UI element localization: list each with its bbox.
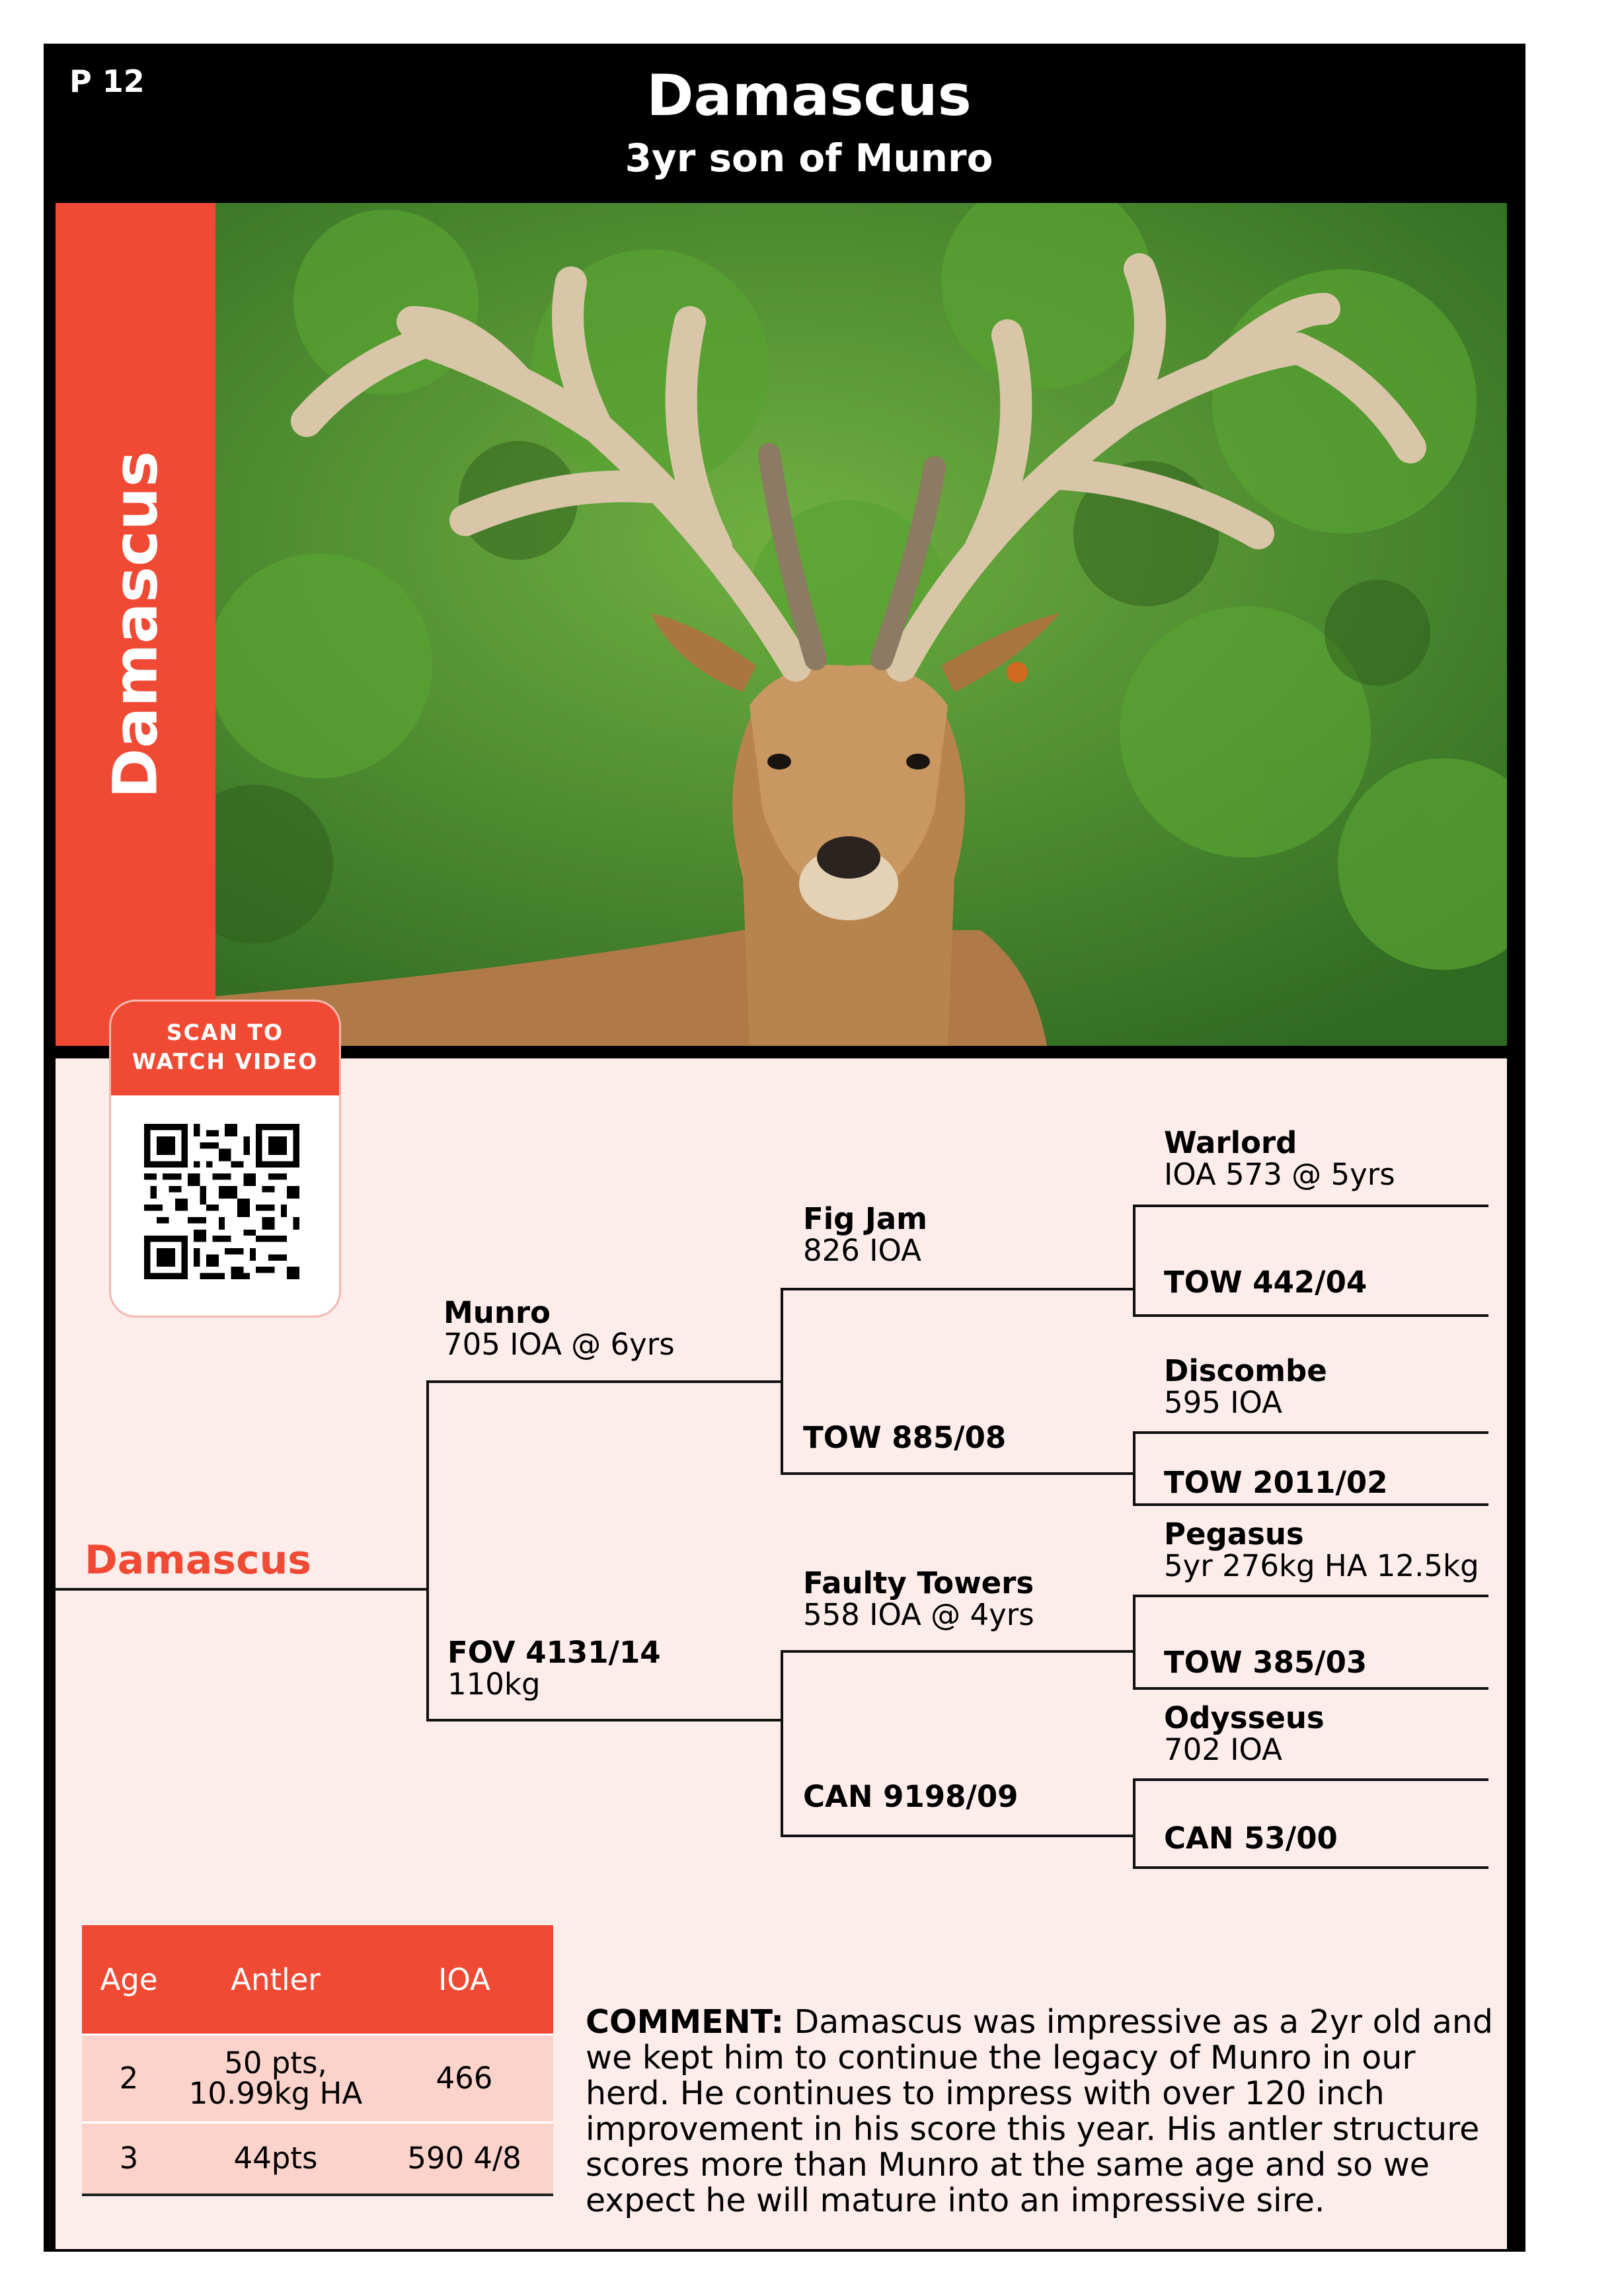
pedigree-line [781, 1472, 1134, 1475]
pedigree-line [426, 1380, 782, 1383]
pedigree-line [781, 1835, 1134, 1837]
table-cell: 44pts [176, 2123, 375, 2196]
side-label: Damascus [100, 451, 171, 799]
comment-body: Damascus was impressive as a 2yr old and we kept him to continue the legacy of Munro in our herd. He continues to impress with over 120 inch improvement in his score this year. His antler structure scores more than Munro at the same age and so we expect he will mature into an impressive sire. [586, 2003, 1494, 2219]
pedigree-line [1133, 1503, 1488, 1506]
page-title: Damascus [646, 63, 972, 129]
pedigree-line [1133, 1314, 1488, 1317]
dam-entry: FOV 4131/14 110kg [447, 1635, 661, 1702]
table-row [82, 2123, 553, 2196]
pedigree-line [1133, 1205, 1488, 1207]
table-row [82, 2035, 553, 2123]
pedigree-line [1133, 1431, 1488, 1434]
sire-sire-entry: Fig Jam 826 IOA [803, 1201, 928, 1268]
ancestor-entry: TOW 442/04 [1164, 1265, 1368, 1300]
ancestor-entry: Discombe 595 IOA [1164, 1353, 1327, 1420]
table-cell: 2 [82, 2035, 176, 2123]
ancestor-entry: Odysseus 702 IOA [1164, 1700, 1325, 1767]
pedigree-line [1133, 1595, 1488, 1597]
comment-text [586, 2004, 1498, 2219]
pedigree-line [1133, 1205, 1136, 1316]
table-cell: 3 [82, 2123, 176, 2196]
pedigree-line [1133, 1778, 1488, 1781]
page-subtitle: 3yr son of Munro [625, 136, 993, 180]
pedigree-subject: Damascus [85, 1537, 312, 1583]
pedigree-line [426, 1719, 782, 1722]
pedigree-line [781, 1650, 783, 1837]
pedigree-line [1133, 1687, 1488, 1690]
table-cell: 50 pts, 10.99kg HA [176, 2035, 375, 2123]
table-cell: 590 4/8 [375, 2123, 553, 2196]
ancestor-entry: CAN 53/00 [1164, 1821, 1338, 1856]
sire-entry: Munro 705 IOA @ 6yrs [443, 1295, 675, 1362]
video-qr-panel[interactable] [109, 1000, 341, 1318]
ancestor-entry: Warlord IOA 573 @ 5yrs [1164, 1125, 1395, 1192]
pedigree-line [1133, 1778, 1136, 1869]
column-header: Antler [176, 1925, 375, 2035]
qr-code-icon[interactable] [144, 1124, 299, 1279]
antler-stats-table [82, 1925, 553, 2196]
pedigree-line [781, 1288, 783, 1474]
pedigree-line [1133, 1595, 1136, 1690]
ancestor-entry: TOW 385/03 [1164, 1645, 1368, 1680]
pedigree-line [426, 1380, 429, 1721]
column-header: IOA [375, 1925, 553, 2035]
stag-illustration [56, 203, 1507, 1046]
table-header-row [82, 1925, 553, 2035]
comment-label: COMMENT: [586, 2003, 784, 2041]
pedigree-line [781, 1288, 1134, 1290]
column-header: Age [82, 1925, 176, 2035]
ancestor-entry: Pegasus 5yr 276kg HA 12.5kg [1164, 1517, 1479, 1583]
page-number: P 12 [69, 63, 145, 99]
stag-photo [56, 203, 1507, 1046]
pedigree-line [1133, 1866, 1488, 1869]
dam-sire-entry: Faulty Towers 558 IOA @ 4yrs [803, 1565, 1034, 1632]
pedigree-line [781, 1650, 1134, 1653]
table-cell: 466 [375, 2035, 553, 2123]
scan-label: SCAN TO WATCH VIDEO [111, 1002, 339, 1095]
ancestor-entry: TOW 2011/02 [1164, 1465, 1388, 1500]
pedigree-line [56, 1588, 428, 1591]
sire-dam-entry: TOW 885/08 [803, 1420, 1007, 1455]
dam-dam-entry: CAN 9198/09 [803, 1779, 1019, 1814]
pedigree-line [1133, 1431, 1136, 1506]
